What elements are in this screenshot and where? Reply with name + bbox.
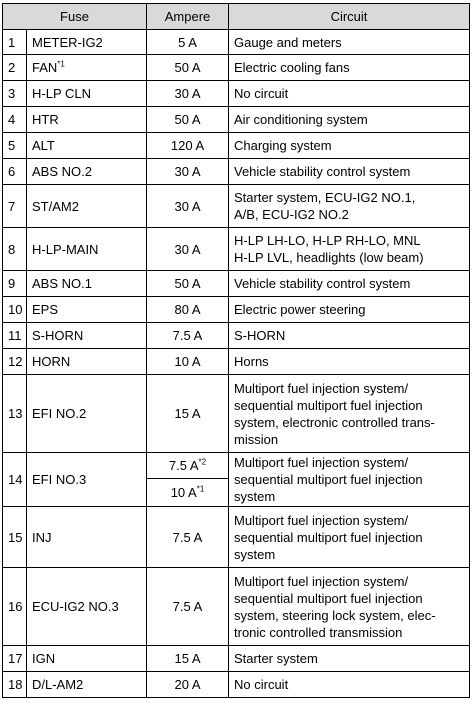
fuse-ampere [147, 228, 229, 271]
fuse-circuit [229, 453, 470, 507]
fuse-ampere-text: 30 A [174, 86, 201, 101]
fuse-number [3, 30, 27, 55]
fuse-name-text: IGN [32, 651, 56, 666]
fuse-circuit [229, 568, 470, 646]
fuse-ampere [147, 349, 229, 375]
fuse-number [3, 55, 27, 81]
table-row [3, 81, 470, 107]
fuse-circuit-text: Charging system [234, 138, 332, 153]
fuse-number [3, 375, 27, 453]
fuse-name [27, 453, 147, 507]
fuse-ampere [147, 30, 229, 55]
fuse-number [3, 323, 27, 349]
fuse-ampere-text: 15 A [174, 406, 201, 421]
fuse-circuit-text: Multiport fuel injection system/ sequential multiport fuel injection system [234, 455, 423, 504]
fuse-name [27, 297, 147, 323]
fuse-circuit-text: Electric power steering [234, 302, 366, 317]
fuse-circuit [229, 55, 470, 81]
fuse-number-text: 6 [8, 164, 16, 179]
fuse-circuit [229, 507, 470, 568]
fuse-number-text: 9 [8, 276, 16, 291]
fuse-circuit-text: No circuit [234, 86, 289, 101]
fuse-circuit-text: Air conditioning system [234, 112, 368, 127]
fuse-circuit-text: Starter system, ECU-IG2 NO.1, A/B, ECU-IG2 NO.2 [234, 190, 416, 222]
fuse-name [27, 159, 147, 185]
fuse-ampere [147, 271, 229, 297]
fuse-ampere [147, 107, 229, 133]
fuse-circuit-text: Multiport fuel injection system/ sequential multiport fuel injection system, electronic controlled trans- mission [234, 380, 435, 447]
fuse-name [27, 672, 147, 698]
fuse-name-text: EFI NO.3 [32, 472, 87, 487]
fuse-ampere-text: 50 A [174, 60, 201, 75]
fuse-ampere [147, 81, 229, 107]
fuse-number [3, 228, 27, 271]
fuse-name [27, 55, 147, 81]
fuse-number-text: 17 [8, 651, 23, 666]
fuse-circuit-text: S-HORN [234, 328, 286, 343]
fuse-number [3, 107, 27, 133]
fuse-ampere [147, 568, 229, 646]
fuse-number [3, 271, 27, 297]
table-row [3, 133, 470, 159]
fuse-ampere-footnote: *2 [198, 457, 207, 467]
table-row [3, 453, 470, 479]
fuse-ampere [147, 453, 229, 479]
table-row [3, 646, 470, 672]
fuse-circuit-text: Vehicle stability control system [234, 276, 411, 291]
fuse-ampere-alt-text: 10 A [170, 485, 197, 500]
fuse-name-text: FAN [32, 60, 58, 75]
fuse-ampere-text: 120 A [170, 138, 205, 153]
fuse-number-text: 14 [8, 472, 23, 487]
fuse-circuit [229, 133, 470, 159]
fuse-circuit [229, 81, 470, 107]
fuse-name-text: H-LP CLN [32, 86, 92, 101]
fuse-circuit [229, 672, 470, 698]
fuse-name-text: D/L-AM2 [32, 677, 84, 692]
fuse-name [27, 81, 147, 107]
fuse-ampere-text: 7.5 A [172, 599, 203, 614]
table-row [3, 672, 470, 698]
fuse-ampere-text: 80 A [174, 302, 201, 317]
fuse-ampere-text: 30 A [174, 241, 201, 257]
fuse-number [3, 81, 27, 107]
fuse-number [3, 159, 27, 185]
fuse-ampere [147, 646, 229, 672]
fuse-ampere [147, 323, 229, 349]
fuse-circuit-text: H-LP LH-LO, H-LP RH-LO, MNL H-LP LVL, headlights (low beam) [234, 233, 424, 265]
table-row [3, 507, 470, 568]
fuse-ampere-text: 15 A [174, 651, 201, 666]
fuse-table [2, 3, 470, 698]
fuse-name [27, 375, 147, 453]
fuse-ampere-text: 50 A [174, 276, 201, 291]
fuse-name-text: INJ [32, 529, 52, 545]
fuse-name-text: ABS NO.2 [32, 164, 92, 179]
fuse-ampere-text: 20 A [174, 677, 201, 692]
fuse-name [27, 349, 147, 375]
fuse-circuit-text: No circuit [234, 677, 289, 692]
fuse-name-text: ALT [32, 138, 55, 153]
fuse-circuit-text: Gauge and meters [234, 34, 342, 50]
fuse-ampere-text: 7.5 A [172, 529, 203, 545]
fuse-ampere [147, 159, 229, 185]
table-row [3, 55, 470, 81]
fuse-number-text: 15 [8, 529, 23, 545]
fuse-number-text: 11 [8, 328, 22, 343]
fuse-number-text: 2 [8, 60, 16, 75]
table-row [3, 349, 470, 375]
fuse-circuit-text: Horns [234, 354, 269, 369]
table-row [3, 159, 470, 185]
fuse-ampere-text: 30 A [174, 198, 201, 214]
table-row [3, 185, 470, 228]
fuse-name [27, 30, 147, 55]
fuse-number [3, 646, 27, 672]
fuse-circuit-text: Multiport fuel injection system/ sequential multiport fuel injection system [234, 512, 423, 562]
fuse-number-text: 13 [8, 406, 23, 421]
fuse-name-text: ST/AM2 [32, 198, 79, 214]
fuse-circuit-text: Vehicle stability control system [234, 164, 411, 179]
fuse-ampere-text: 7.5 A [168, 458, 199, 473]
fuse-ampere-text: 7.5 A [172, 328, 203, 343]
fuse-number-text: 4 [8, 112, 16, 127]
fuse-name [27, 107, 147, 133]
fuse-name [27, 271, 147, 297]
fuse-number-text: 7 [8, 198, 16, 214]
table-row [3, 375, 470, 453]
fuse-name [27, 185, 147, 228]
header-circuit: Circuit [229, 4, 470, 30]
fuse-name [27, 323, 147, 349]
fuse-name-text: HORN [32, 354, 71, 369]
fuse-number-text: 18 [8, 677, 23, 692]
fuse-circuit [229, 375, 470, 453]
fuse-name [27, 646, 147, 672]
fuse-number-text: 1 [8, 34, 16, 50]
fuse-name-text: S-HORN [32, 328, 84, 343]
fuse-circuit-text: Starter system [234, 651, 318, 666]
fuse-circuit [229, 646, 470, 672]
fuse-ampere [147, 55, 229, 81]
header-fuse: Fuse [3, 4, 147, 30]
fuse-ampere-alt-footnote: *1 [196, 484, 205, 494]
fuse-number-text: 8 [8, 241, 16, 257]
table-row [3, 297, 470, 323]
fuse-ampere [147, 375, 229, 453]
fuse-ampere [147, 185, 229, 228]
fuse-number [3, 453, 27, 507]
fuse-ampere-alt [147, 479, 229, 507]
fuse-ampere-text: 5 A [178, 34, 197, 50]
fuse-name-footnote: *1 [57, 59, 65, 69]
fuse-name [27, 568, 147, 646]
table-row [3, 568, 470, 646]
fuse-number [3, 672, 27, 698]
fuse-name-text: HTR [32, 112, 59, 127]
fuse-name-text: EPS [32, 302, 59, 317]
fuse-number [3, 507, 27, 568]
fuse-circuit [229, 228, 470, 271]
fuse-circuit [229, 185, 470, 228]
fuse-name [27, 228, 147, 271]
fuse-circuit [229, 107, 470, 133]
fuse-number [3, 185, 27, 228]
fuse-name-text: ABS NO.1 [32, 276, 92, 291]
fuse-number [3, 349, 27, 375]
fuse-ampere [147, 133, 229, 159]
table-row [3, 30, 470, 55]
fuse-number-text: 12 [8, 354, 23, 369]
fuse-name [27, 133, 147, 159]
header-row [3, 4, 470, 30]
fuse-circuit [229, 323, 470, 349]
fuse-circuit [229, 30, 470, 55]
fuse-circuit-text: Electric cooling fans [234, 60, 350, 75]
fuse-number-text: 10 [8, 302, 23, 317]
fuse-ampere-text: 10 A [174, 354, 201, 369]
fuse-name-text: EFI NO.2 [32, 406, 87, 421]
fuse-number [3, 568, 27, 646]
table-row [3, 228, 470, 271]
table-row [3, 271, 470, 297]
fuse-name-text: ECU-IG2 NO.3 [32, 599, 119, 614]
fuse-number-text: 3 [8, 86, 16, 101]
header-ampere: Ampere [147, 4, 229, 30]
fuse-name [27, 507, 147, 568]
fuse-name-text: METER-IG2 [32, 34, 103, 50]
fuse-circuit [229, 159, 470, 185]
fuse-circuit [229, 349, 470, 375]
fuse-circuit [229, 271, 470, 297]
fuse-number-text: 5 [8, 138, 16, 153]
fuse-ampere-text: 30 A [174, 164, 201, 179]
fuse-ampere [147, 672, 229, 698]
fuse-name-text: H-LP-MAIN [32, 241, 99, 257]
fuse-number [3, 133, 27, 159]
fuse-ampere [147, 507, 229, 568]
fuse-circuit [229, 297, 470, 323]
fuse-ampere-text: 50 A [174, 112, 201, 127]
fuse-number-text: 16 [8, 599, 23, 614]
fuse-ampere [147, 297, 229, 323]
table-row [3, 323, 470, 349]
table-row [3, 107, 470, 133]
fuse-circuit-text: Multiport fuel injection system/ sequential multiport fuel injection system, steering lock system, elec- tronic controlled transmission [234, 573, 436, 640]
fuse-number [3, 297, 27, 323]
